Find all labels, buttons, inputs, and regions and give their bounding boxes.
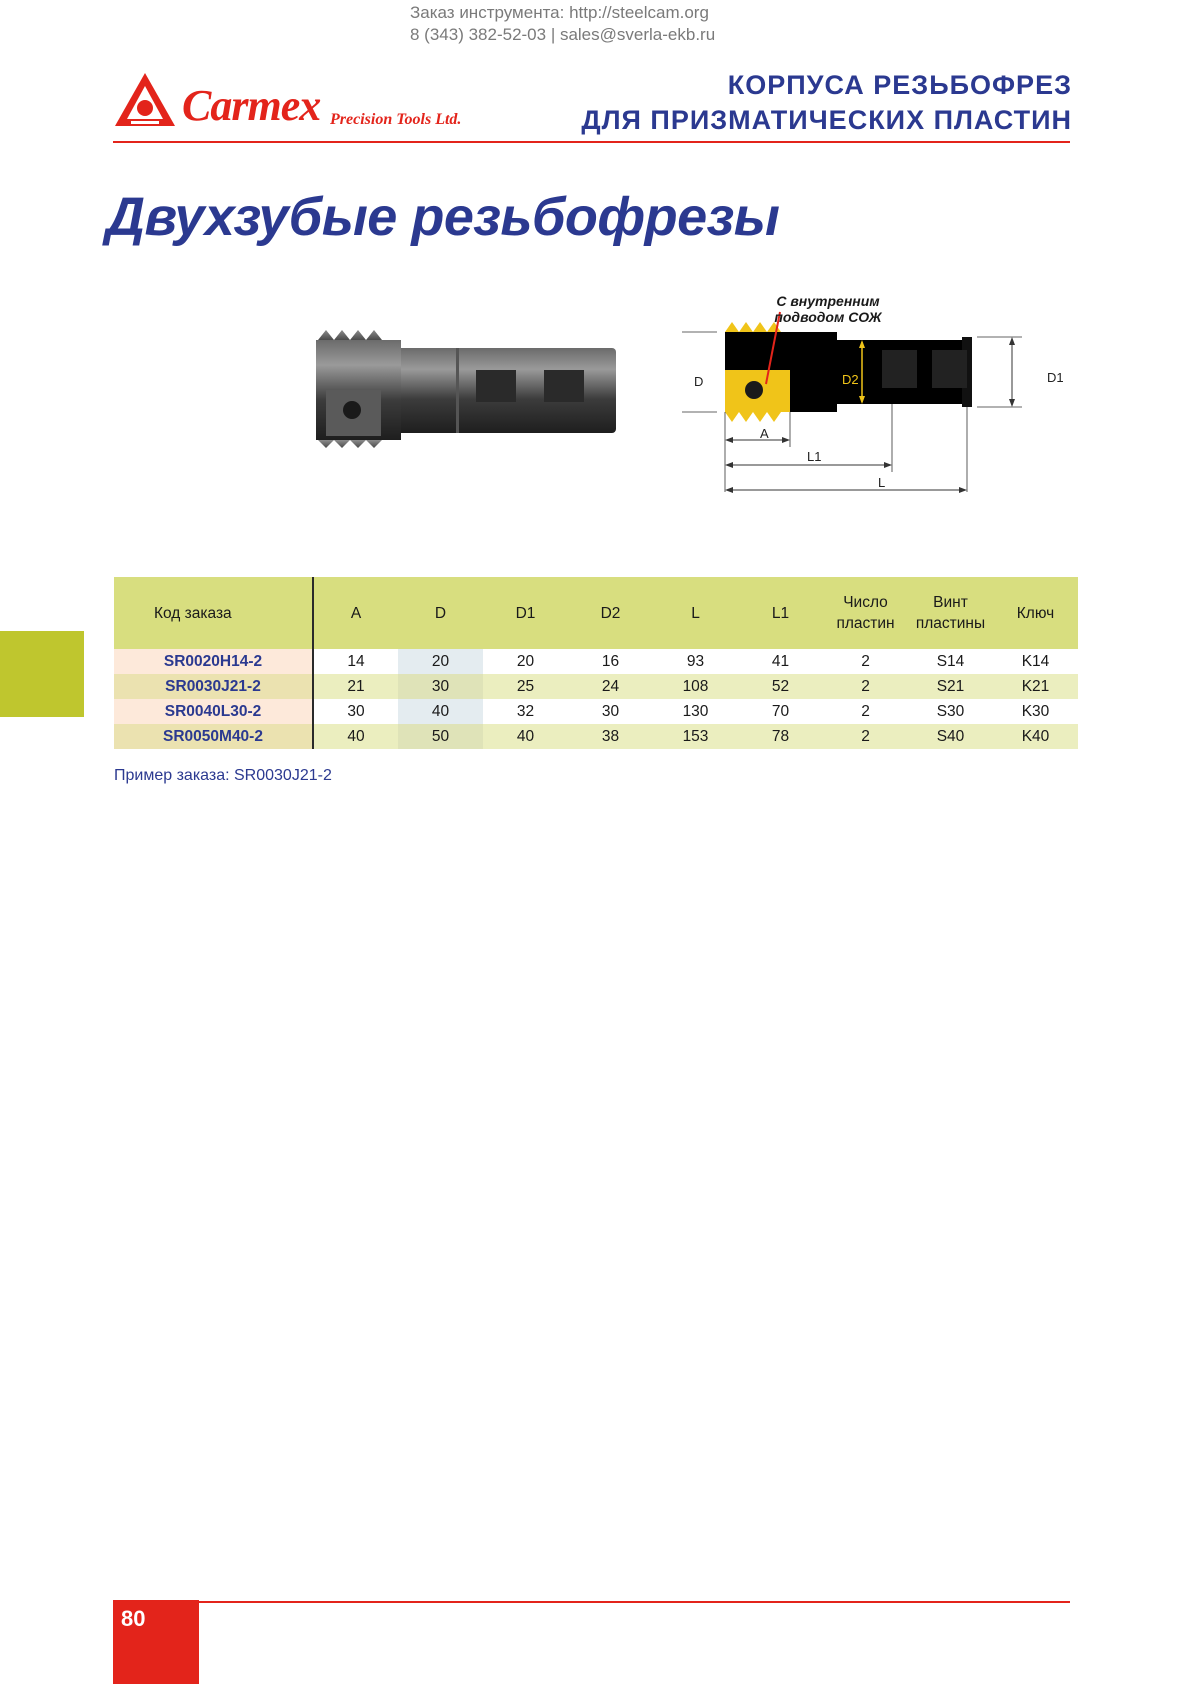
col-header-l1: L1 [738,577,823,649]
contact-phone-email-line: 8 (343) 382-52-03 | sales@sverla-ekb.ru [410,25,716,44]
cell-d1: 25 [483,674,568,699]
cell-screw: S40 [908,724,993,749]
coolant-note: С внутренним подводом СОЖ [774,293,882,325]
cell-d: 30 [398,674,483,699]
table-row [114,674,1078,699]
col-header-a: A [313,577,398,649]
brand-subtitle: Precision Tools Ltd. [330,111,462,128]
chapter-tab-marker [0,631,84,717]
cell-l: 130 [653,699,738,724]
cell-screw: S30 [908,699,993,724]
cell-key: K21 [993,674,1078,699]
cell-d1: 40 [483,724,568,749]
col-header-d1: D1 [483,577,568,649]
col-header-inserts: Число пластин [823,577,908,649]
cell-l1: 41 [738,649,823,674]
cell-key: K14 [993,649,1078,674]
page-number: 80 [121,1606,146,1631]
header-divider [113,141,1070,143]
cell-d2: 16 [568,649,653,674]
dim-label-l: L [878,475,886,490]
spec-table [114,577,1078,749]
cell-a: 21 [313,674,398,699]
cell-l1: 70 [738,699,823,724]
dim-label-d1: D1 [1047,370,1064,385]
cell-l1: 52 [738,674,823,699]
brand-name: Carmex [182,81,321,130]
cell-key: K40 [993,724,1078,749]
cell-code: SR0030J21-2 [114,674,313,699]
thread-mill-photo [316,330,628,448]
cell-inserts: 2 [823,649,908,674]
cell-d: 20 [398,649,483,674]
cell-l: 93 [653,649,738,674]
dim-label-d2: D2 [842,372,859,387]
cell-d: 50 [398,724,483,749]
section-title [581,68,1072,138]
section-title-line1: КОРПУСА РЕЗЬБОФРЕЗ [727,70,1072,100]
cell-l: 108 [653,674,738,699]
cell-a: 40 [313,724,398,749]
cell-screw: S14 [908,649,993,674]
page-title: Двухзубые резьбофрезы [106,187,780,247]
col-header-key: Ключ [993,577,1078,649]
cell-code: SR0040L30-2 [114,699,313,724]
cell-code: SR0050M40-2 [114,724,313,749]
dim-label-a: A [760,426,769,441]
contact-info [410,2,715,46]
cell-a: 14 [313,649,398,674]
table-row [114,699,1078,724]
cell-l: 153 [653,724,738,749]
col-header-d: D [398,577,483,649]
cell-d2: 30 [568,699,653,724]
cell-d: 40 [398,699,483,724]
order-example: Пример заказа: SR0030J21-2 [114,767,332,784]
cell-d2: 24 [568,674,653,699]
cell-d1: 20 [483,649,568,674]
table-row [114,649,1078,674]
cell-d1: 32 [483,699,568,724]
cell-d2: 38 [568,724,653,749]
dim-label-d: D [694,374,704,389]
cell-a: 30 [313,699,398,724]
col-header-d2: D2 [568,577,653,649]
table-header-row [114,577,1078,649]
section-title-line2: ДЛЯ ПРИЗМАТИЧЕСКИХ ПЛАСТИН [581,105,1072,135]
cell-inserts: 2 [823,674,908,699]
col-header-l: L [653,577,738,649]
dim-label-l1: L1 [807,449,822,464]
col-header-screw: Винт пластины [908,577,993,649]
contact-order-line: Заказ инструмента: http://steelcam.org [410,3,709,22]
cell-l1: 78 [738,724,823,749]
table-row [114,724,1078,749]
cell-inserts: 2 [823,699,908,724]
cell-inserts: 2 [823,724,908,749]
cell-code: SR0020H14-2 [114,649,313,674]
footer-divider [199,1601,1070,1603]
cell-screw: S21 [908,674,993,699]
cell-key: K30 [993,699,1078,724]
col-header-code: Код заказа [114,577,313,649]
